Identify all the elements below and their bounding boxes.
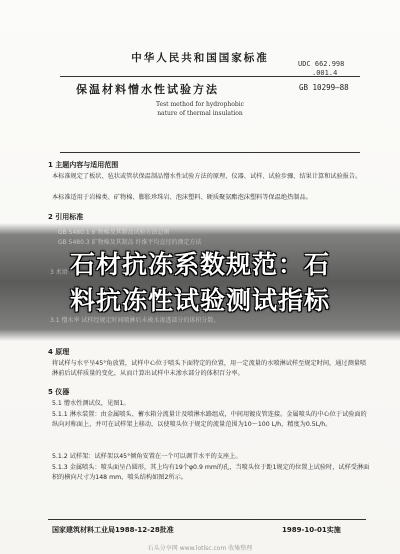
- section-4-paragraph: 将试样与水平呈45°角放置，试样中心位于喷头下面特定的位置，用一定流量的水喷淋试样至规定时间，通过测量喷淋前后试样质量的变化，从而计算出试样中未渗水部分的体积百分率。: [52, 360, 367, 377]
- footer-divider: [48, 519, 366, 520]
- udc-line-1: UDC 662.998: [298, 60, 345, 68]
- watermark-text: 石头分享网 www.lotlsc.com 收集整理: [147, 545, 253, 552]
- section-1-heading: 1 主题内容与适用范围: [48, 161, 119, 169]
- document-title: 保温材料憎水性试验方法: [76, 83, 219, 96]
- section-1-paragraph-2: 本标准适用于岩棉类、矿物棉、膨胀珍珠岩、泡沫塑料、硬质聚氨酯泡沫塑料等保温绝热制品。: [52, 194, 312, 201]
- section-3-heading: 3 术语: [50, 269, 68, 276]
- header-divider-top: [60, 76, 360, 77]
- clause-5-1-1: 5.1.1 淋水装置：由金属喷头、蓄水箱分流量计及喷淋水路组成，中间用镀皮管连接。金属喷头的中心位于试验面的纵向对称面上，并可在试样架上移动，以使喷头位于规定的流量范围为10～100 L/h，精度为0.5L/h。: [52, 411, 367, 428]
- section-1-paragraph-1: 本标准规定了板状、毡状或管状保温制品憎水性试验方法的原理、仪器、试样、试验步骤、结果计算和试验报告。: [52, 173, 362, 180]
- clause-5-1-2: 5.1.2 试样架：试样架以45°倾角安置在一个可以调节水平的支座上。: [52, 453, 242, 460]
- clause-5-1: 5.1 憎水性测试仪，见图1。: [52, 400, 130, 407]
- headline-line-2: 料抗冻性试验测试指标: [69, 286, 330, 315]
- reference-2: GB 5480.3 矿物棉及其制品 纤维平均直径的测定方法: [58, 239, 202, 246]
- udc-line-2: .001.4: [312, 69, 338, 77]
- clause-5-1-3: 5.1.3 金属喷头：喷头面呈凸圆形，其上均有19个φ0.9 mm的孔，当喷头位于距1规定的位置上试验时，试样受淋面积的横向尺寸为148 mm，喷头结构如图2所示。: [52, 464, 370, 481]
- headline-line-1: 石材抗冻系数规范：石: [69, 250, 330, 279]
- section-5-heading: 5 仪器: [48, 388, 70, 396]
- approval-date: 国家建筑材料工业局1988-12-28批准: [52, 526, 174, 534]
- header-divider-bottom: [60, 152, 360, 153]
- section-2-heading: 2 引用标准: [48, 213, 84, 221]
- section-3-definition: 3.1 憎水率 试样经规定时间喷淋后未被水渗透部分的体积分数。: [50, 317, 220, 324]
- english-title-line-2: nature of thermal insulation: [157, 110, 243, 117]
- implementation-date: 1989-10-01实施: [282, 526, 341, 534]
- title-overlay-band: [0, 223, 400, 341]
- gb-standard-code: GB 10299—88: [299, 83, 349, 92]
- reference-1: GB 5480.1 矿物棉及其制品试验方法总则: [58, 229, 170, 236]
- english-title-line-1: Test method for hydrophobic: [156, 101, 244, 108]
- standard-title: 中华人民共和国国家标准: [131, 52, 269, 64]
- english-title: [0, 100, 400, 118]
- section-4-heading: 4 原理: [48, 348, 70, 356]
